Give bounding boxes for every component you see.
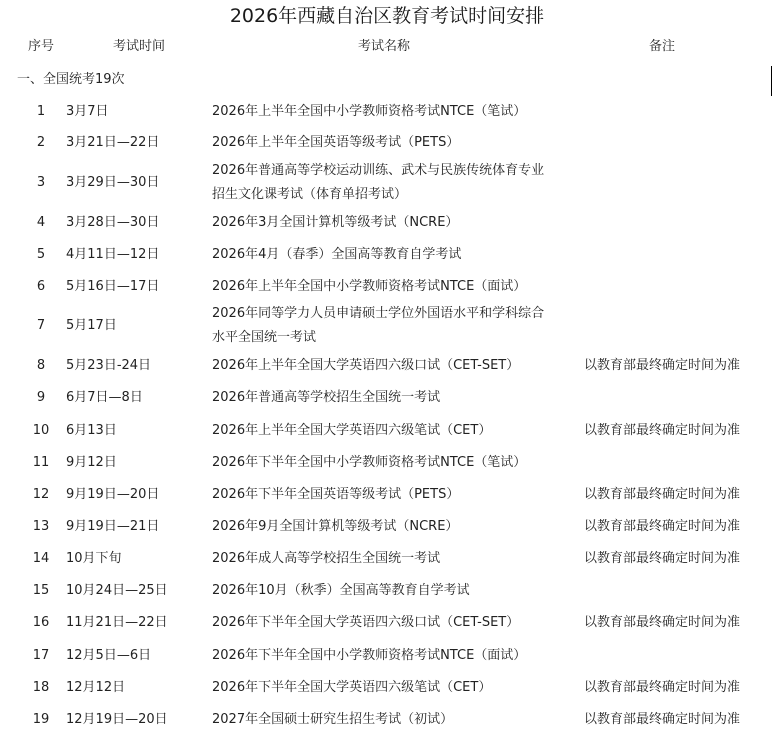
- exam-date: 5月17日: [66, 318, 117, 333]
- exam-name: 2026年普通高等学校招生全国统一考试: [212, 390, 441, 405]
- exam-name: 2026年上半年全国大学英语四六级笔试（CET）: [212, 422, 492, 438]
- exam-date: 12月5日—6日: [66, 647, 152, 663]
- exam-name: 2026年下半年全国大学英语四六级口试（CET-SET）: [212, 615, 520, 630]
- column-header-name: 考试名称: [358, 39, 411, 54]
- exam-date: 9月19日—20日: [66, 487, 160, 502]
- row-number: 14: [32, 551, 50, 566]
- exam-date: 6月7日—8日: [66, 390, 143, 405]
- row-number: 2: [36, 135, 46, 150]
- exam-name: 2026年上半年全国大学英语四六级口试（CET-SET）: [212, 358, 520, 373]
- exam-note: 以教育部最终确定时间为准: [584, 680, 741, 695]
- row-number: 5: [36, 247, 46, 262]
- row-number: 8: [36, 358, 46, 373]
- exam-note: [584, 96, 764, 128]
- exam-date: 5月16日—17日: [66, 278, 160, 294]
- table-row: [0, 479, 774, 511]
- exam-note: 以教育部最终确定时间为准: [584, 422, 741, 438]
- text-cursor: [771, 66, 772, 96]
- exam-name: 2026年下半年全国大学英语四六级笔试（CET）: [212, 680, 492, 695]
- table-row: [0, 207, 774, 239]
- table-row: [0, 414, 774, 447]
- exam-note: [584, 447, 764, 479]
- exam-note: 以教育部最终确定时间为准: [584, 712, 741, 727]
- column-header-seq: 序号: [28, 39, 55, 54]
- row-number: 3: [36, 174, 46, 190]
- exam-note: [584, 128, 764, 158]
- exam-note: [584, 239, 764, 271]
- table-row: [0, 382, 774, 414]
- table-row: [0, 607, 774, 639]
- exam-name: 2026年上半年全国中小学教师资格考试NTCE（笔试）: [212, 104, 527, 119]
- exam-note: [584, 302, 764, 350]
- exam-date: 12月12日: [66, 680, 126, 695]
- exam-date: 3月7日: [66, 104, 109, 119]
- exam-date: 10月下旬: [66, 551, 122, 566]
- exam-note: [584, 639, 764, 672]
- table-row: [0, 302, 774, 350]
- row-number: 10: [32, 422, 50, 438]
- exam-name: 2026年下半年全国英语等级考试（PETS）: [212, 487, 460, 502]
- exam-date: 5月23日-24日: [66, 358, 152, 373]
- exam-date: 6月13日: [66, 422, 117, 438]
- exam-date: 3月21日—22日: [66, 135, 160, 150]
- row-number: 9: [36, 390, 46, 405]
- exam-date: 10月24日—25日: [66, 583, 168, 598]
- exam-note: [584, 207, 764, 239]
- exam-name: 2026年上半年全国英语等级考试（PETS）: [212, 135, 460, 150]
- exam-date: 9月19日—21日: [66, 519, 160, 534]
- row-number: 16: [32, 615, 50, 630]
- row-number: 17: [32, 647, 50, 663]
- exam-name: 2026年成人高等学校招生全国统一考试: [212, 551, 441, 566]
- table-row: [0, 447, 774, 479]
- column-header-note: 备注: [649, 39, 676, 54]
- table-row: [0, 158, 774, 207]
- table-row: [0, 239, 774, 271]
- exam-date: 4月11日—12日: [66, 247, 160, 262]
- row-number: 13: [32, 519, 50, 534]
- row-number: 18: [32, 680, 50, 695]
- exam-name: 2026年下半年全国中小学教师资格考试NTCE（笔试）: [212, 455, 527, 470]
- exam-name: 2026年4月（春季）全国高等教育自学考试: [212, 247, 462, 262]
- section-title: 一、全国统考19次: [17, 72, 125, 87]
- exam-name: 2026年下半年全国中小学教师资格考试NTCE（面试）: [212, 647, 527, 663]
- row-number: 1: [36, 104, 46, 119]
- row-number: 12: [32, 487, 50, 502]
- row-number: 6: [36, 278, 46, 294]
- exam-note: [584, 575, 764, 607]
- table-row: [0, 128, 774, 158]
- page-title: 2026年西藏自治区教育考试时间安排: [229, 5, 545, 27]
- row-number: 11: [32, 455, 50, 470]
- row-number: 7: [36, 318, 46, 333]
- exam-date: 3月28日—30日: [66, 215, 160, 230]
- exam-date: 3月29日—30日: [66, 174, 160, 190]
- table-row: [0, 543, 774, 575]
- exam-note: 以教育部最终确定时间为准: [584, 358, 741, 373]
- table-row: [0, 704, 774, 736]
- exam-note: 以教育部最终确定时间为准: [584, 487, 741, 502]
- row-number: 15: [32, 583, 50, 598]
- exam-note: [584, 382, 764, 414]
- exam-note: [584, 271, 764, 302]
- exam-name: 2026年同等学力人员申请硕士学位外国语水平和学科综合水平全国统一考试: [212, 306, 545, 345]
- exam-note: [584, 158, 764, 207]
- exam-date: 11月21日—22日: [66, 615, 168, 630]
- exam-note: 以教育部最终确定时间为准: [584, 615, 741, 630]
- exam-name: 2026年3月全国计算机等级考试（NCRE）: [212, 215, 459, 230]
- row-number: 19: [32, 712, 50, 727]
- table-row: [0, 271, 774, 302]
- exam-note: 以教育部最终确定时间为准: [584, 551, 741, 566]
- exam-date: 9月12日: [66, 455, 117, 470]
- row-number: 4: [36, 215, 46, 230]
- table-row: [0, 511, 774, 543]
- exam-name: 2027年全国硕士研究生招生考试（初试）: [212, 712, 454, 727]
- exam-name: 2026年普通高等学校运动训练、武术与民族传统体育专业招生文化课考试（体育单招考试）: [212, 162, 545, 202]
- table-row: [0, 672, 774, 704]
- column-header-time: 考试时间: [113, 39, 166, 54]
- exam-name: 2026年10月（秋季）全国高等教育自学考试: [212, 583, 470, 598]
- table-row: [0, 575, 774, 607]
- table-row: [0, 96, 774, 128]
- exam-name: 2026年上半年全国中小学教师资格考试NTCE（面试）: [212, 278, 527, 294]
- table-row: [0, 350, 774, 382]
- exam-note: 以教育部最终确定时间为准: [584, 519, 741, 534]
- exam-name: 2026年9月全国计算机等级考试（NCRE）: [212, 519, 459, 534]
- table-row: [0, 639, 774, 672]
- exam-date: 12月19日—20日: [66, 712, 168, 727]
